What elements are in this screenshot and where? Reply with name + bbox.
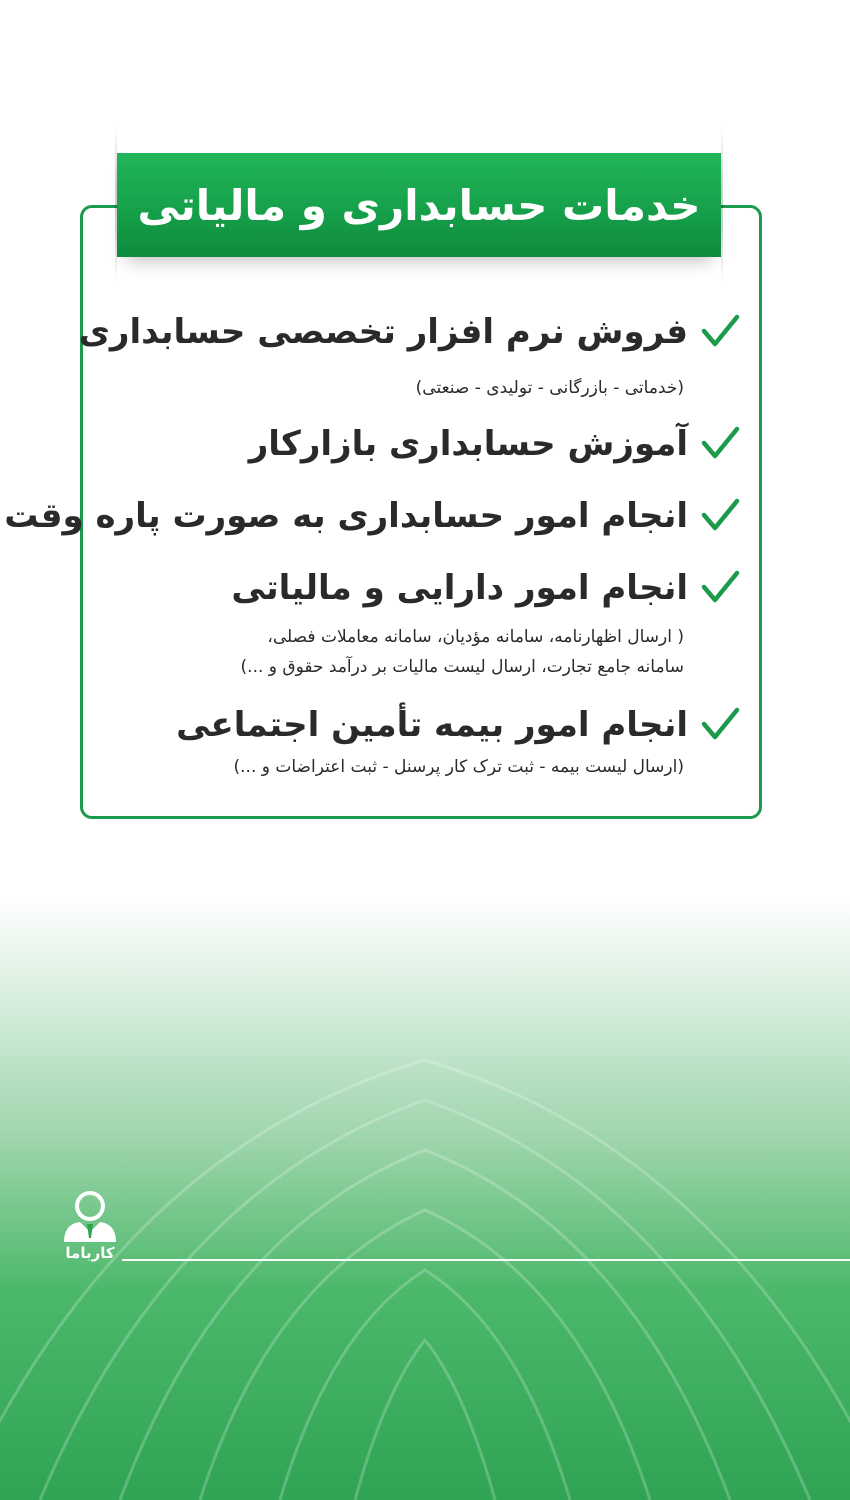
service-item bbox=[249, 424, 740, 464]
service-subtitle: (ارسال لیست بیمه - ثبت ترک کار پرسنل - ثبت اعتراضات و ...) bbox=[233, 757, 684, 777]
check-icon bbox=[700, 568, 740, 608]
brand-logo-text: کارباما bbox=[65, 1244, 115, 1262]
service-subtitle: ( ارسال اظهارنامه، سامانه مؤدیان، سامانه معاملات فصلی، bbox=[267, 627, 684, 647]
divider bbox=[122, 1259, 850, 1261]
check-icon bbox=[700, 312, 740, 352]
service-title: انجام امور دارایی و مالیاتی bbox=[231, 568, 688, 608]
service-title: انجام امور حسابداری به صورت پاره وقت bbox=[4, 496, 688, 536]
service-item bbox=[176, 705, 740, 745]
check-icon bbox=[700, 424, 740, 464]
title-banner bbox=[117, 153, 721, 257]
service-subtitle: (خدماتی - بازرگانی - تولیدی - صنعتی) bbox=[415, 378, 684, 398]
service-title: انجام امور بیمه تأمین اجتماعی bbox=[176, 705, 688, 745]
check-icon bbox=[700, 496, 740, 536]
service-item bbox=[4, 496, 740, 536]
service-item bbox=[231, 568, 740, 608]
service-item bbox=[79, 312, 740, 352]
service-subtitle: سامانه جامع تجارت، ارسال لیست مالیات بر درآمد حقوق و ...) bbox=[240, 657, 684, 677]
service-title: فروش نرم افزار تخصصی حسابداری bbox=[78, 312, 688, 352]
check-icon bbox=[700, 705, 740, 745]
service-title: آموزش حسابداری بازارکار bbox=[248, 424, 688, 464]
page-title: خدمات حسابداری و مالیاتی bbox=[137, 180, 701, 230]
